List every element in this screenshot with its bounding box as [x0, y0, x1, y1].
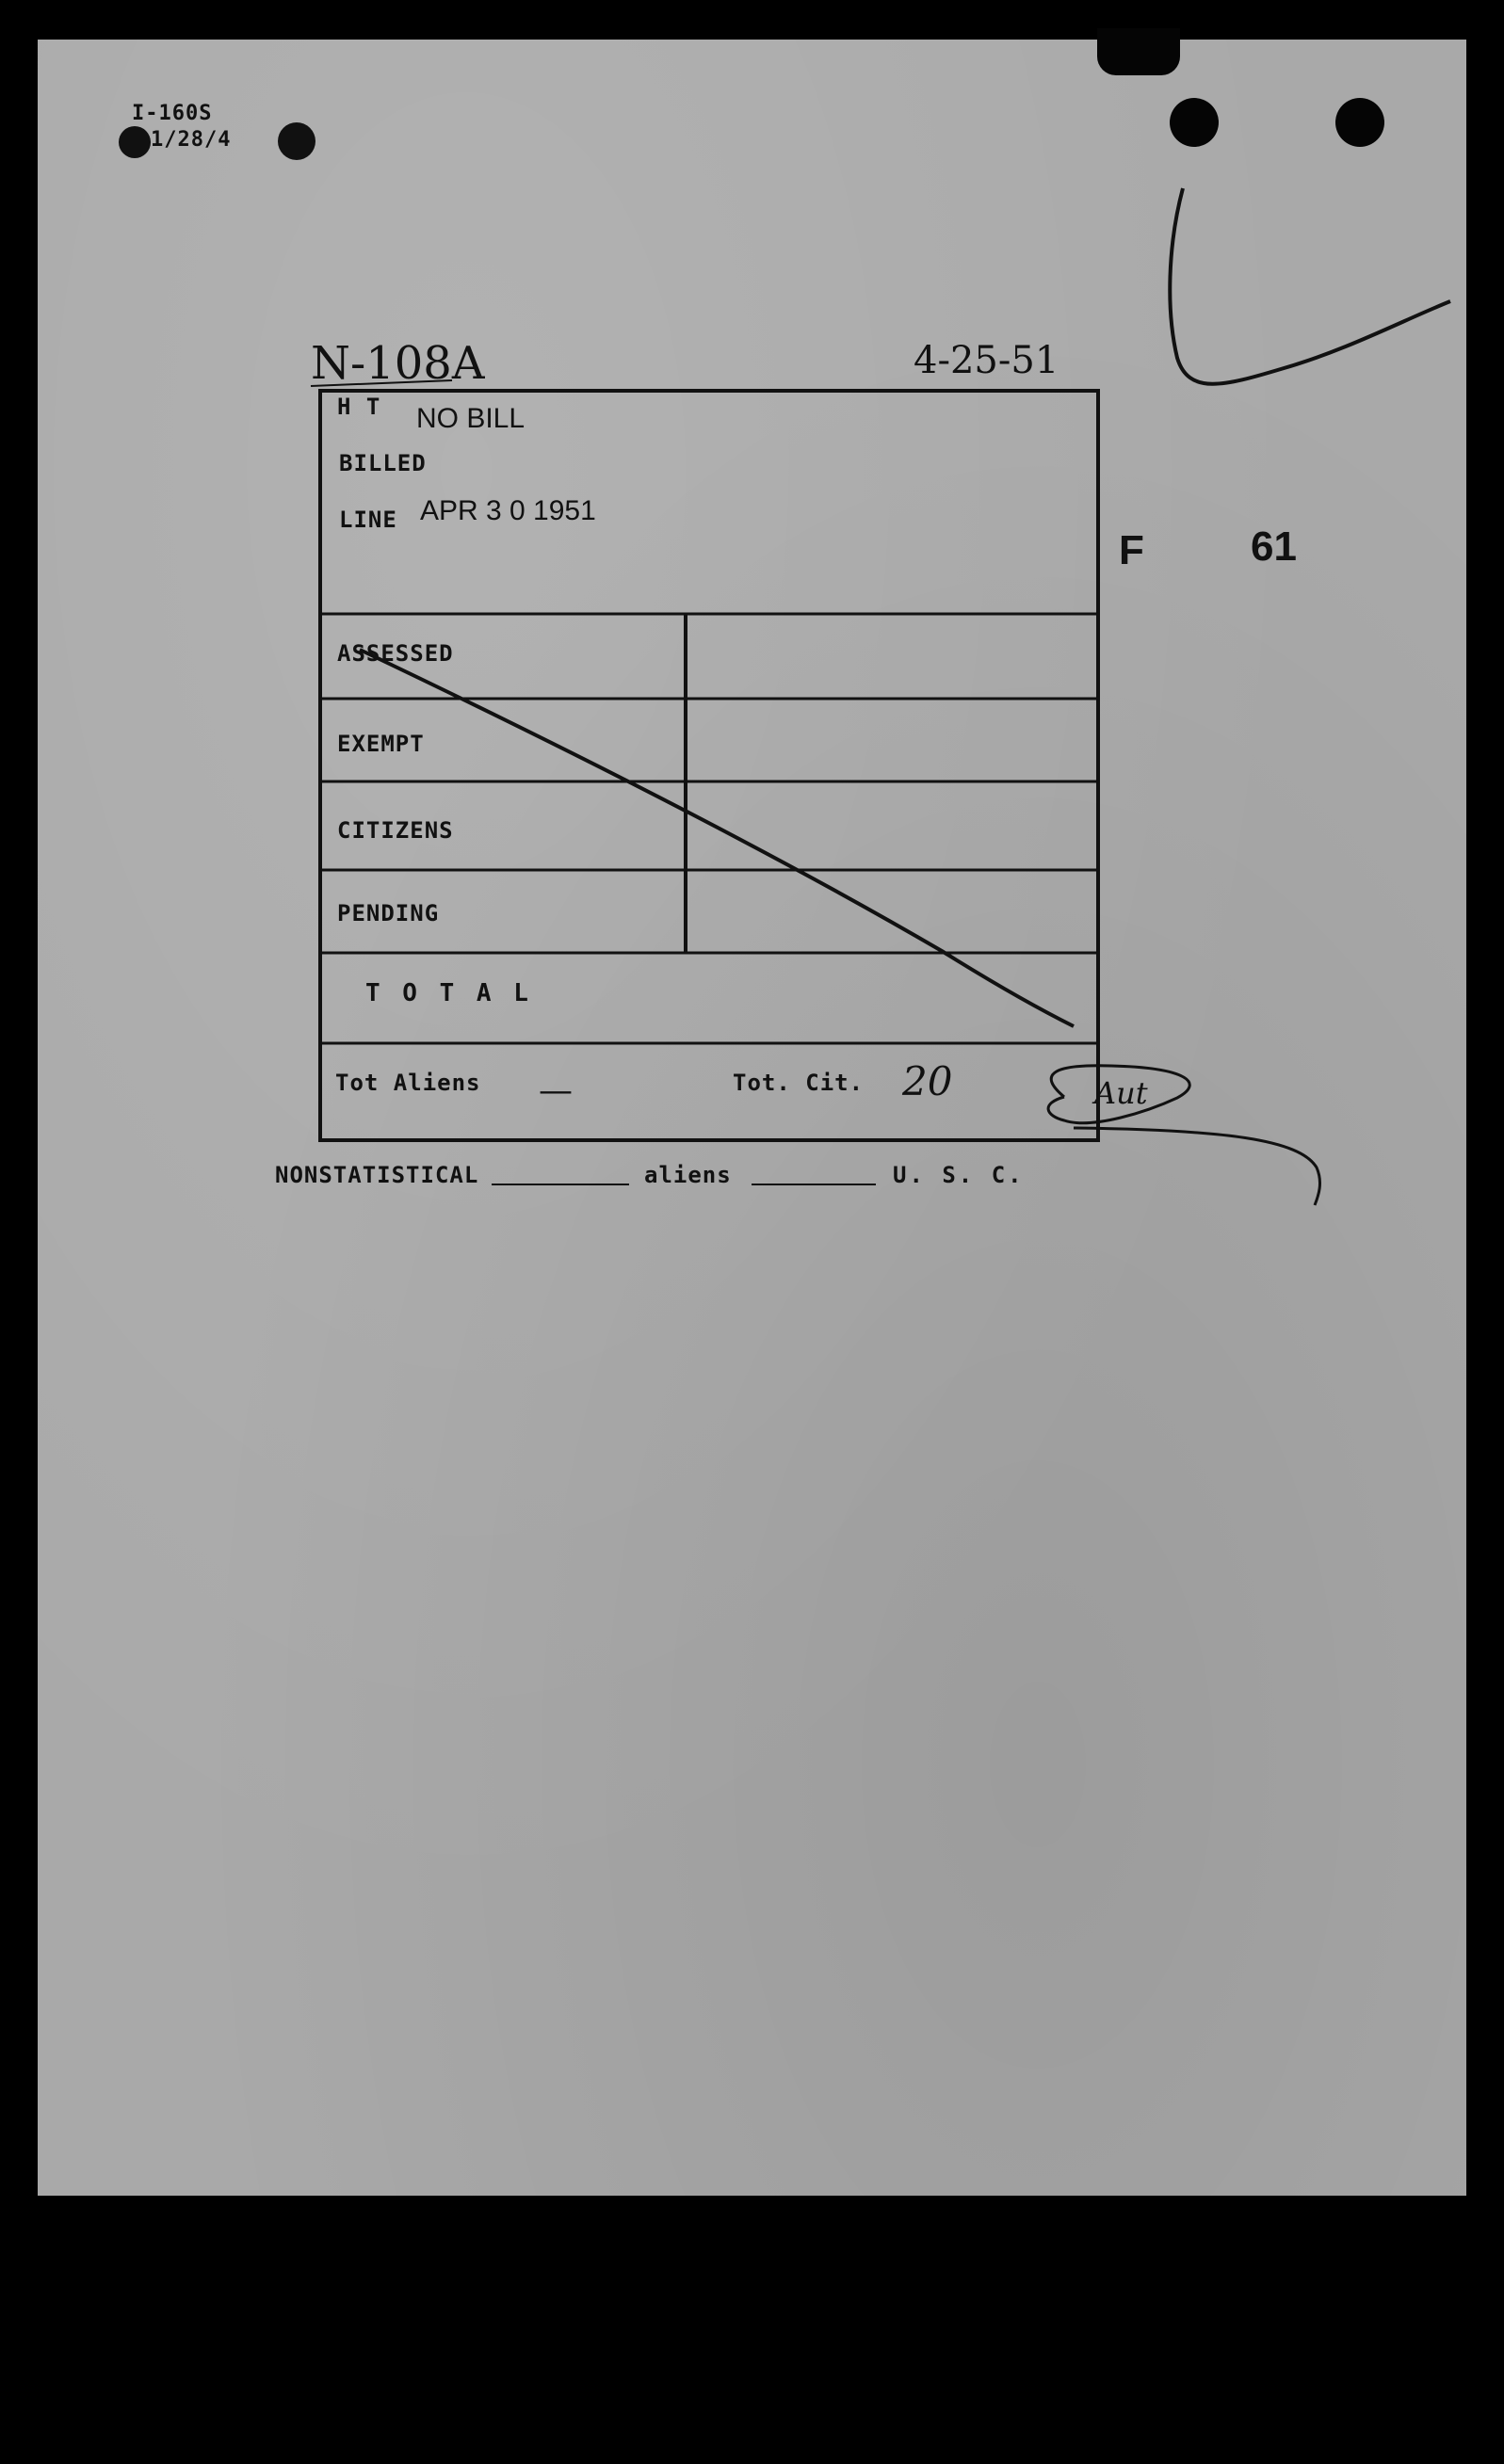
form-number: I-160S	[132, 102, 213, 125]
label-citizens: CITIZENS	[337, 817, 454, 844]
note-tail	[1074, 1128, 1320, 1205]
tot-aliens-value: —	[539, 1071, 573, 1110]
no-bill-stamp: NO BILL	[416, 403, 526, 434]
label-pending: PENDING	[337, 900, 440, 926]
label-tot-aliens: Tot Aliens	[335, 1070, 481, 1096]
hook-stroke	[1170, 188, 1450, 384]
form-box	[320, 391, 1098, 1140]
label-total: T O T A L	[365, 979, 532, 1007]
label-assessed: ASSESSED	[337, 640, 454, 667]
label-ht: H T	[337, 394, 381, 420]
date-stamp: APR 3 0 1951	[420, 495, 596, 526]
label-tot-cit: Tot. Cit.	[733, 1070, 865, 1096]
form-revision: 1/28/4	[151, 128, 232, 152]
manifest-reference: N-108A	[311, 337, 485, 390]
label-line: LINE	[339, 507, 397, 533]
note-circle	[1048, 1066, 1189, 1123]
page-prefix-stamp: F	[1119, 527, 1144, 573]
page-number-stamp: 61	[1251, 523, 1297, 570]
diagonal-strike	[360, 650, 1074, 1026]
circled-note: Aut	[1094, 1075, 1148, 1111]
handwritten-date: 4-25-51	[914, 339, 1059, 382]
label-billed: BILLED	[339, 450, 427, 476]
label-nonstatistical: NONSTATISTICAL	[275, 1162, 479, 1188]
label-aliens: aliens	[644, 1162, 732, 1188]
tot-cit-value: 20	[902, 1058, 953, 1104]
label-usc: U. S. C.	[893, 1162, 1025, 1188]
label-exempt: EXEMPT	[337, 731, 425, 757]
manifest-underline	[311, 380, 452, 386]
